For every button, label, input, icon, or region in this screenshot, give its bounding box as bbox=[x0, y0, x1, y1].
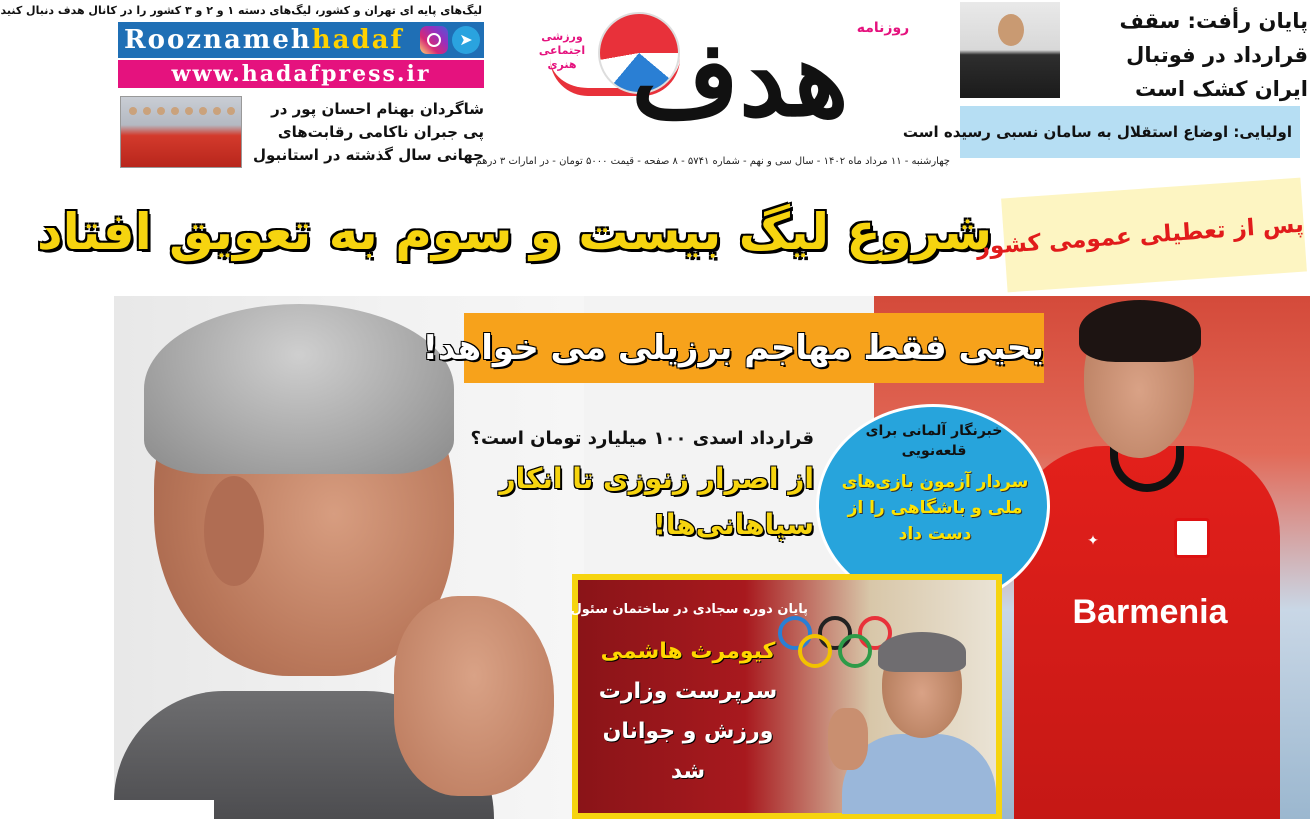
brand-highlight: hadaf bbox=[311, 25, 404, 55]
shirt-sponsor: Barmenia bbox=[1072, 593, 1228, 631]
main-headline[interactable]: شروع لیگ بیست و سوم به تعویق افتاد bbox=[37, 203, 992, 261]
story-title[interactable]: پایان رأفت: سقف قرارداد در فوتبال ایران کشک است bbox=[1119, 9, 1308, 101]
hashemi-line: سرپرست وزارت bbox=[598, 679, 778, 704]
instagram-icon[interactable] bbox=[420, 26, 448, 54]
right-top-story[interactable] bbox=[956, 0, 1310, 100]
corner-tag bbox=[114, 800, 214, 819]
right-story-text[interactable]: اولیایی: اوضاع استقلال به سامان نسبی رسیده است bbox=[902, 123, 1292, 141]
brand-prefix: Rooznameh bbox=[124, 25, 312, 55]
kicker-text: پس از تعطیلی عمومی کشور bbox=[975, 211, 1305, 261]
telegram-icon[interactable]: ➤ bbox=[452, 26, 480, 54]
kit-logo-icon: ✦ bbox=[1087, 533, 1099, 549]
club-crest-icon bbox=[1174, 518, 1210, 558]
contract-question[interactable]: قرارداد اسدی ۱۰۰ میلیارد تومان است؟ bbox=[470, 428, 814, 449]
blue-circle-headline[interactable]: سردار آزمون بازی‌های ملی و باشگاهی را از دست داد bbox=[841, 472, 1029, 544]
hashemi-photo-bg bbox=[570, 580, 996, 813]
top-strip bbox=[0, 0, 1310, 176]
url-bar[interactable] bbox=[118, 60, 484, 88]
dateline: چهارشنبه - ۱۱ مرداد ماه ۱۴۰۲ - سال سی و نهم - شماره ۵۷۴۱ - ۸ صفحه - قیمت ۵۰۰۰ تومان - در امارات ۳ درهم bbox=[475, 156, 950, 167]
website-url[interactable]: www.hadafpress.ir bbox=[171, 61, 431, 87]
coach-hair bbox=[144, 304, 454, 474]
hashemi-line: شد bbox=[670, 759, 706, 784]
player-hair bbox=[1079, 300, 1201, 362]
coach-ear bbox=[204, 476, 264, 586]
logo-word: هدف bbox=[631, 17, 849, 140]
logo-sub: روزنامه bbox=[856, 20, 910, 36]
brand-text bbox=[124, 22, 414, 58]
logo-tag: هنری bbox=[547, 58, 577, 71]
orange-banner[interactable] bbox=[422, 313, 1044, 383]
blue-circle-kicker: خبرنگار آلمانی برای قلعه‌نویی bbox=[865, 423, 1003, 459]
promo-box bbox=[0, 0, 486, 176]
brand-bar[interactable] bbox=[118, 22, 484, 58]
hashemi-hair bbox=[878, 632, 966, 672]
logo-tag: اجتماعی bbox=[538, 44, 586, 57]
coach-hand bbox=[394, 596, 554, 796]
hashemi-name: کیومرث هاشمی bbox=[600, 639, 776, 664]
contract-headline[interactable]: از اصرار زنوزی تا انکار سپاهانی‌ها! bbox=[499, 462, 814, 541]
headline-kicker bbox=[975, 178, 1307, 293]
team-photo bbox=[120, 96, 242, 168]
hashemi-kicker: پایان دوره سجادی در ساختمان سئول bbox=[570, 602, 808, 617]
logo-tag: ورزشی bbox=[541, 30, 583, 43]
hashemi-headline[interactable] bbox=[588, 632, 788, 792]
masthead-logo bbox=[475, 0, 950, 176]
story-photo bbox=[960, 2, 1060, 98]
promo-headline[interactable]: شاگردان بهنام احسان پور در پی جبران ناکامی رقابت‌های جهانی سال گذشته در استانبول bbox=[253, 100, 484, 164]
right-story-box[interactable] bbox=[902, 106, 1300, 158]
hashemi-story-box[interactable] bbox=[572, 574, 1002, 819]
hashemi-line: ورزش و جوانان bbox=[602, 719, 774, 744]
logo-tags bbox=[532, 30, 592, 72]
hashemi-photo bbox=[828, 638, 996, 813]
hashemi-hand bbox=[828, 708, 868, 770]
orange-banner-text[interactable]: یحیی فقط مهاجم برزیلی می خواهد! bbox=[422, 328, 1044, 368]
player-shirt bbox=[1014, 446, 1280, 819]
promo-caption: لیگ‌های پایه ای تهران و کشور، لیگ‌های دسته ۱ و ۲ و ۳ کشور را در کانال هدف دنبال کنید bbox=[0, 4, 482, 17]
